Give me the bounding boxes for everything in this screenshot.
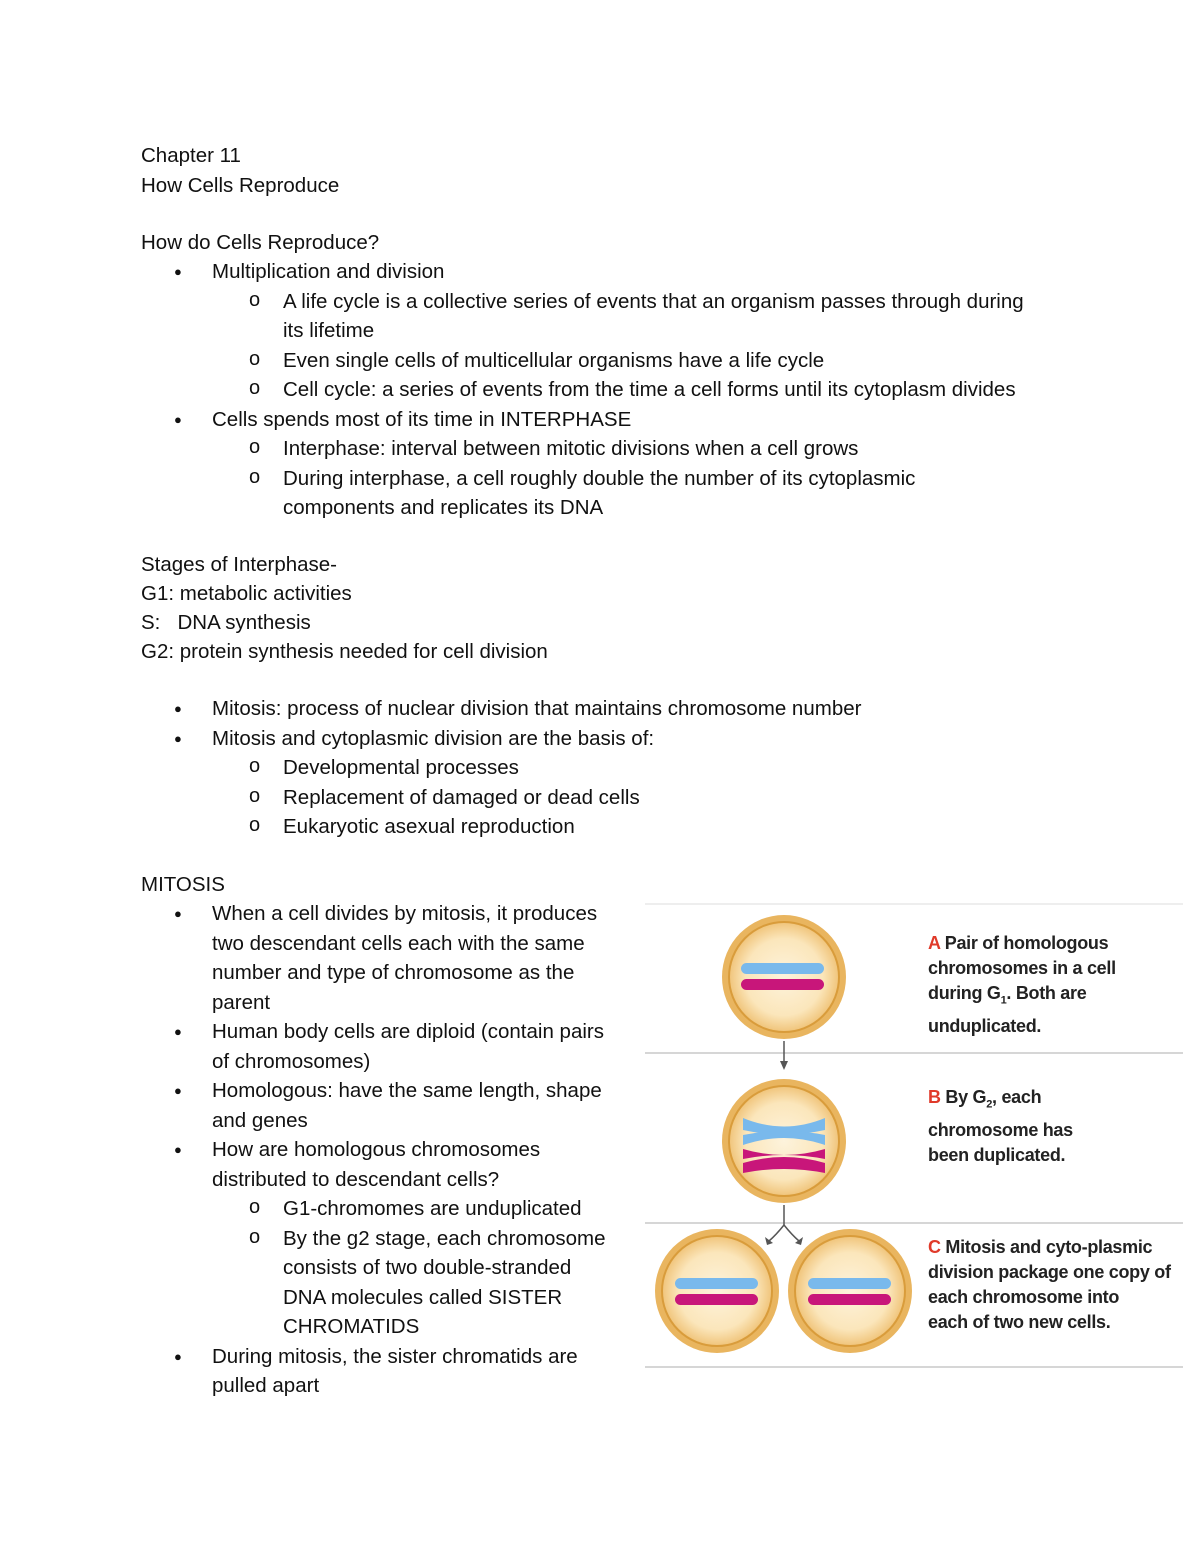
caption-c-line3: each chromosome into	[928, 1287, 1120, 1307]
list-item-text: When a cell divides by mitosis, it produces	[212, 902, 598, 925]
caption-b	[928, 1085, 1183, 1168]
sub-list-item-text-cont: its lifetime	[283, 319, 375, 342]
cell-c2-chromosome-magenta	[808, 1294, 891, 1305]
sub-list-item	[212, 287, 1024, 346]
list-item-text-cont: of chromosomes)	[212, 1049, 371, 1073]
caption-b-line3: been duplicated.	[928, 1144, 1066, 1165]
sub-list-item-text-cont: components and replicates its DNA	[283, 496, 604, 519]
list-item-text: Cells spends most of its time in INTERPHASE	[212, 407, 632, 431]
cell-c1-nucleus	[662, 1236, 772, 1346]
sub-list-item	[212, 464, 1024, 523]
caption-a-subscript: 1	[1000, 994, 1007, 1007]
list-item-text-cont: two descendant cells each with the same	[212, 931, 585, 955]
caption-b-line1-post: , each	[992, 1087, 1042, 1107]
caption-a-line2: chromosomes in a cell	[928, 958, 1116, 978]
list-item-text: Mitosis and cytoplasmic division are the basis of:	[212, 726, 655, 750]
cell-c1-chromosome-magenta	[675, 1294, 758, 1305]
caption-c-line4: each of two new cells.	[928, 1312, 1111, 1332]
list-item-text: Human body cells are diploid (contain pairs	[212, 1020, 604, 1043]
sub-list-item-text: A life cycle is a collective series of events that an organism passes through during	[283, 289, 1024, 313]
chapter-title: How Cells Reproduce	[141, 174, 340, 197]
cell-c1	[655, 1229, 779, 1353]
list-item	[141, 724, 861, 842]
sub-list-item	[212, 783, 861, 813]
cell-b	[722, 1079, 846, 1203]
sub-list-item	[212, 375, 1024, 405]
sub-list-item-text: Eukaryotic asexual reproduction	[283, 815, 575, 838]
cell-c2	[788, 1229, 912, 1353]
stage-g2: G2: protein synthesis needed for cell division	[141, 640, 548, 663]
sub-list-item-text-cont: consists of two double-stranded	[283, 1256, 572, 1279]
section-heading-mitosis: MITOSIS	[141, 873, 225, 896]
sub-list-item-text: G1-chromomes are unduplicated	[283, 1197, 582, 1220]
cell-a	[722, 915, 846, 1039]
list-item-text-cont: number and type of chromosome as the	[212, 961, 575, 984]
cell-a-chromosome-magenta	[741, 979, 824, 990]
cell-c2-chromosome-blue	[808, 1278, 891, 1289]
list-item	[141, 1342, 606, 1401]
sub-list-item	[212, 434, 1024, 464]
list-item-text-cont: pulled apart	[212, 1374, 320, 1397]
section-heading-reproduce: How do Cells Reproduce?	[141, 231, 380, 254]
caption-c-line2: division package one copy of	[928, 1262, 1171, 1282]
sub-list-item-text: By the g2 stage, each chromosome	[283, 1226, 606, 1250]
list-item	[141, 1017, 606, 1076]
sub-list-item-text: Even single cells of multicellular organisms have a life cycle	[283, 348, 825, 372]
list-item	[141, 1135, 606, 1342]
stage-s: S: DNA synthesis	[141, 611, 311, 634]
cell-a-nucleus	[729, 922, 839, 1032]
sub-list-item	[212, 812, 861, 842]
list-item-text-cont: and genes	[212, 1108, 308, 1132]
caption-a-line3: during G	[928, 983, 1001, 1003]
list-item-text-cont: distributed to descendant cells?	[212, 1167, 500, 1191]
caption-c-line1: Mitosis and cyto-plasmic	[940, 1237, 1153, 1257]
list-item	[141, 694, 861, 724]
arrow-down-icon	[780, 1041, 788, 1070]
caption-c	[928, 1235, 1183, 1335]
sub-list-item	[212, 753, 861, 783]
list-item-text: Mitosis: process of nuclear division that maintains chromosome number	[212, 697, 862, 720]
caption-a-line4: unduplicated.	[928, 1015, 1042, 1036]
caption-b-line1: By G	[940, 1087, 987, 1107]
list-item	[141, 899, 606, 1017]
list-item-text: During mitosis, the sister chromatids are	[212, 1344, 578, 1368]
list-item-text: Multiplication and division	[212, 260, 445, 283]
sub-list-item-text-cont: CHROMATIDS	[283, 1315, 420, 1338]
sub-list-item	[212, 1194, 606, 1224]
sub-list-item-text: Developmental processes	[283, 756, 519, 779]
list-item	[141, 257, 1024, 405]
stage-g1: G1: metabolic activities	[141, 582, 352, 605]
caption-b-line2: chromosome has	[928, 1119, 1073, 1140]
sub-list-item	[212, 346, 1024, 376]
list-item	[141, 405, 1024, 523]
sub-list-item	[212, 1224, 606, 1342]
caption-c-label: C	[928, 1237, 941, 1257]
sub-list-item-text: Replacement of damaged or dead cells	[283, 785, 640, 809]
cell-c2-nucleus	[795, 1236, 905, 1346]
chapter-number: Chapter 11	[141, 144, 241, 167]
cell-c1-chromosome-blue	[675, 1278, 758, 1289]
caption-a	[928, 931, 1183, 1039]
cell-a-chromosome-blue	[741, 963, 824, 974]
sub-list-item-text: During interphase, a cell roughly double the number of its cytoplasmic	[283, 466, 916, 490]
section1-list	[141, 257, 1024, 523]
mitosis-figure	[643, 903, 1183, 1369]
list-item-text: How are homologous chromosomes	[212, 1138, 541, 1161]
sub-list-item-text: Cell cycle: a series of events from the time a cell forms until its cytoplasm divides	[283, 378, 1016, 401]
caption-b-label: B	[928, 1087, 941, 1107]
caption-b-subscript: 2	[986, 1098, 993, 1111]
list-item-text: Homologous: have the same length, shape	[212, 1079, 602, 1102]
split-arrow-icon	[765, 1205, 803, 1245]
caption-a-line3-post: . Both are	[1006, 983, 1087, 1003]
sub-list-item-text-cont: DNA molecules called SISTER	[283, 1285, 563, 1309]
caption-a-label: A	[928, 933, 941, 953]
list-item	[141, 1076, 606, 1135]
sub-list-item-text: Interphase: interval between mitotic divisions when a cell grows	[283, 437, 859, 460]
caption-a-line1: Pair of homologous	[940, 933, 1109, 953]
list-item-text-cont: parent	[212, 990, 271, 1014]
section-heading-interphase: Stages of Interphase-	[141, 553, 338, 576]
section2-list	[141, 694, 861, 842]
section3-list	[141, 899, 606, 1401]
